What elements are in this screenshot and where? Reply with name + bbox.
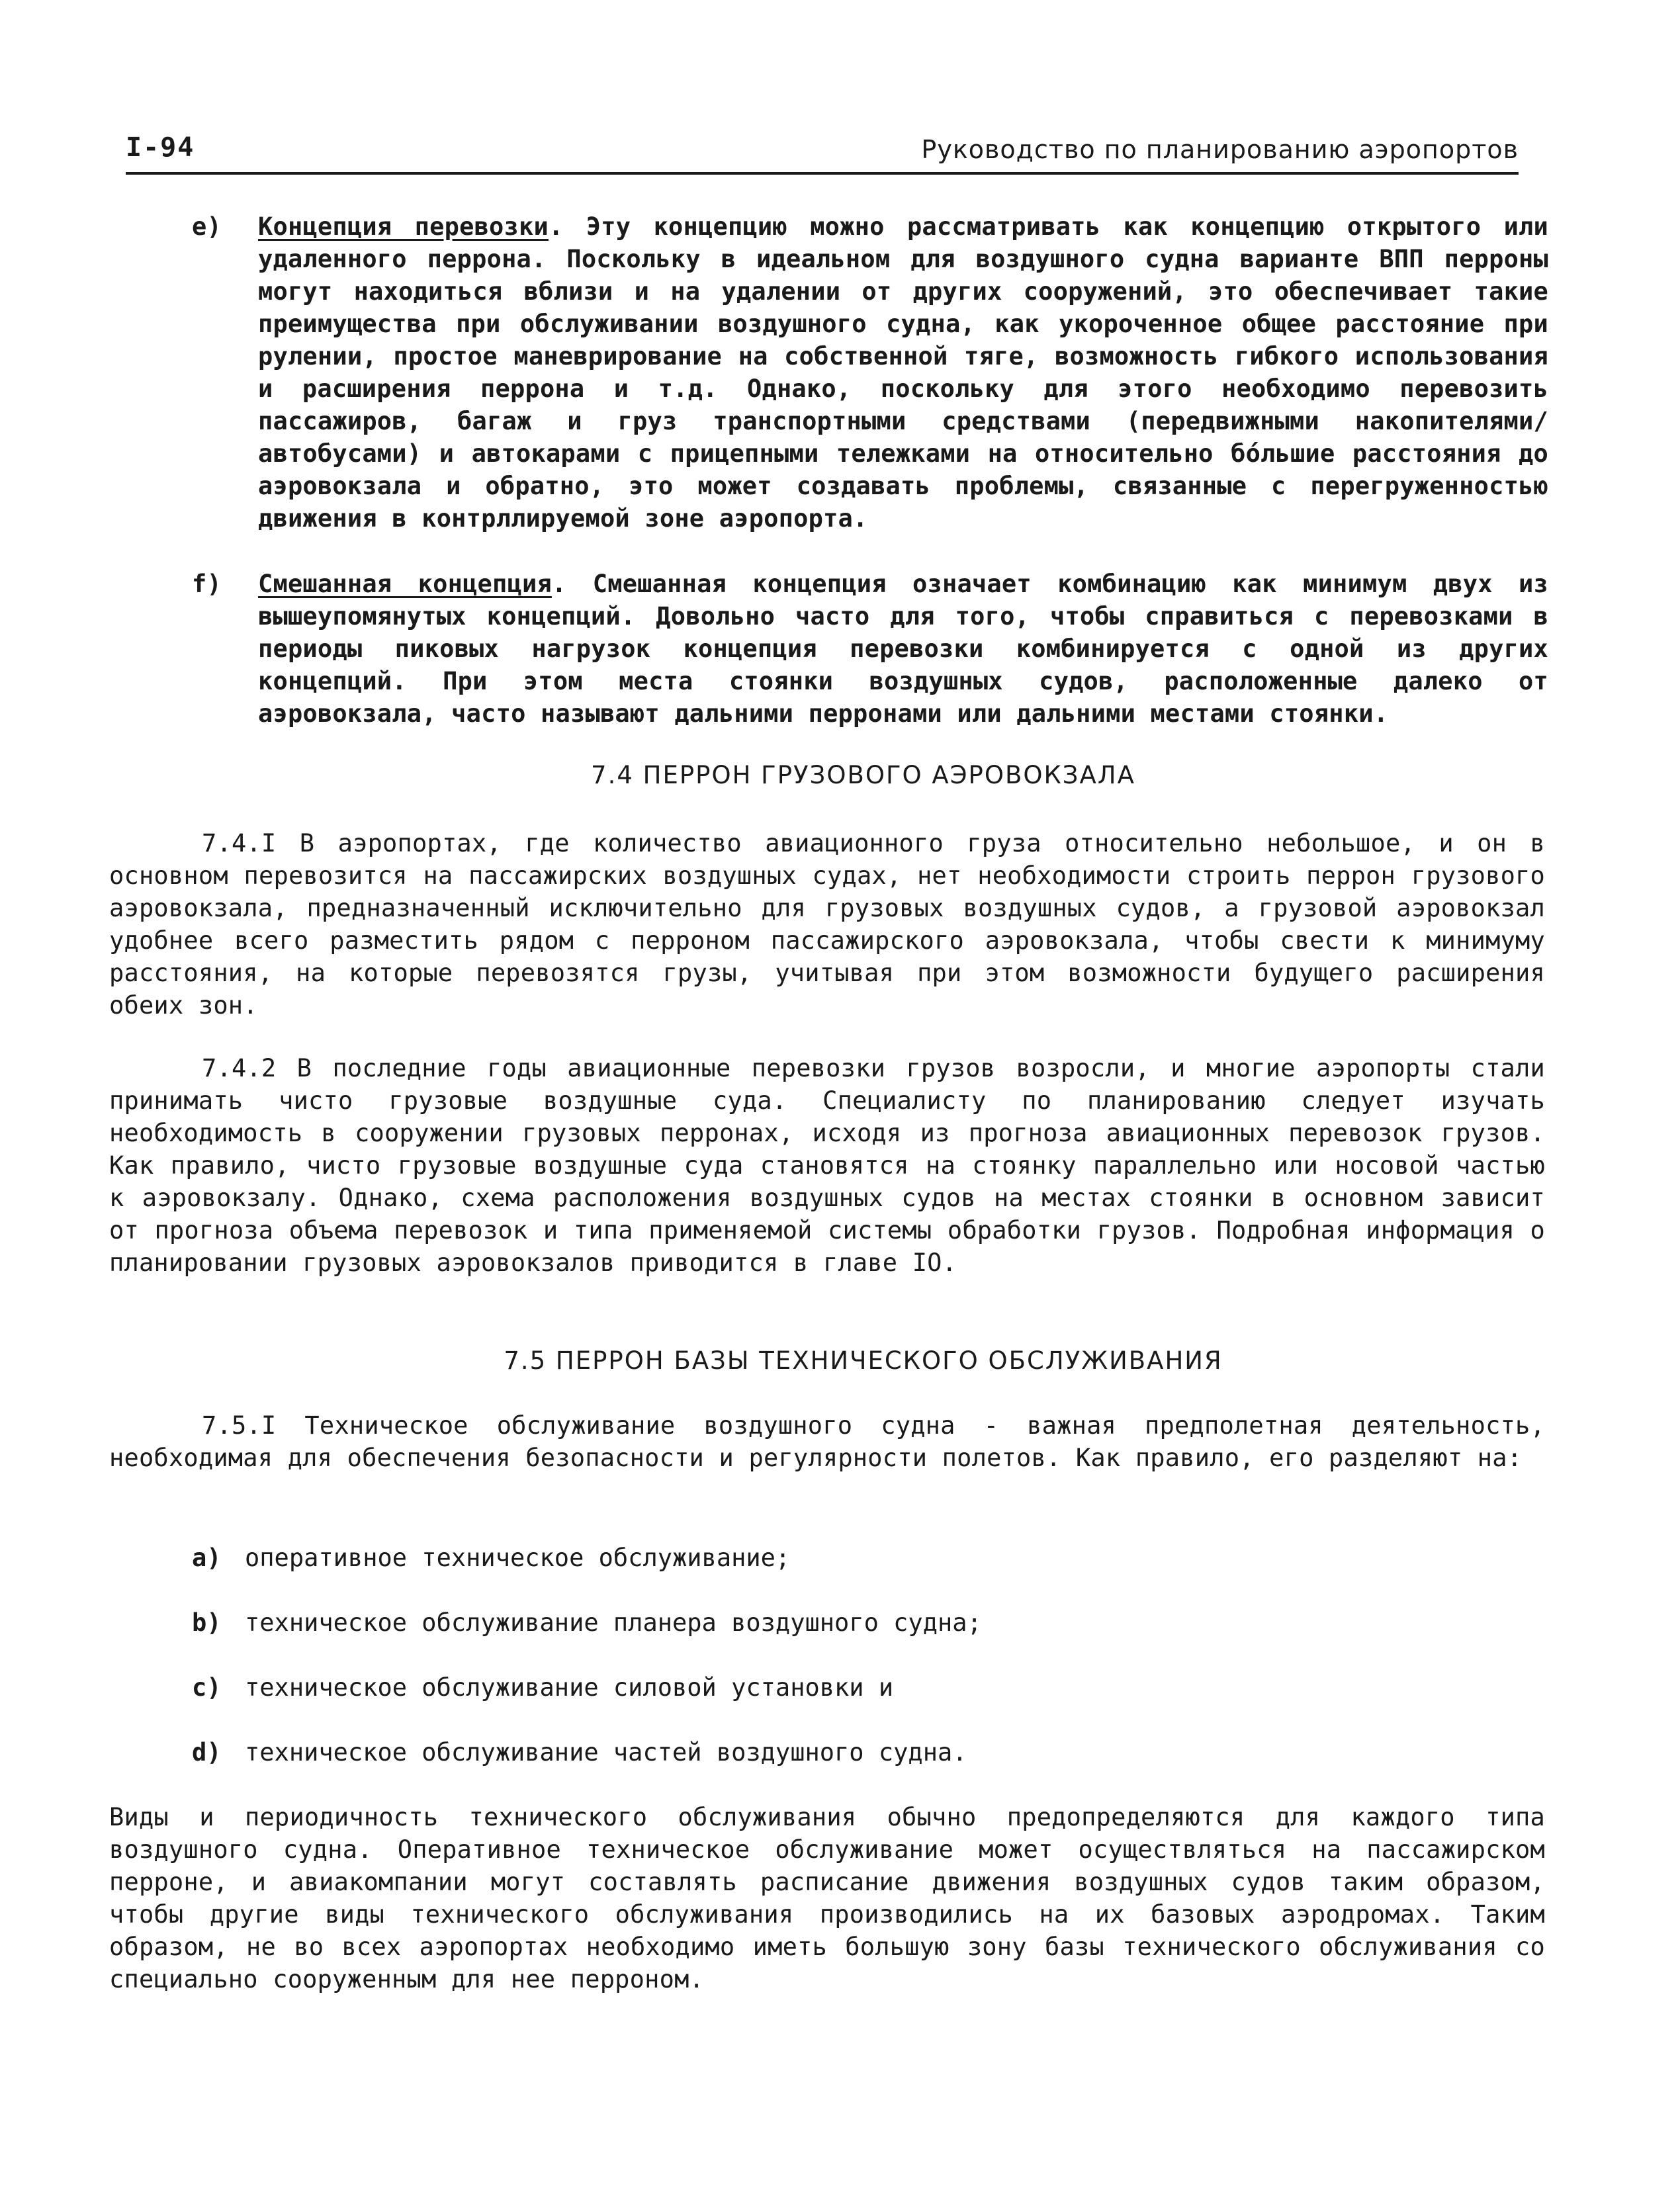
paragraph-7-4-2: 7.4.2 В последние годы авиационные перевозки грузов возросли, и многие аэропорты стали принимать чисто грузовые воздушные суда. Специалисту по планированию следует изучать необходимость в сооружении грузовых перронах, исходя из прогноза авиационных перевозок грузов. Как правило, чисто грузовые воздушные суда становятся на стоянку параллельно или носовой частью к аэровокзалу. Однако, схема расположения воздушных судов на местах стоянки в основном зависит от прогноза объема перевозок и типа применяемой системы обработки грузов. Подробная информация о планировании грузовых аэровокзалов приводится в главе IO. (109, 1054, 1545, 1277)
maintenance-list-item-b (192, 1606, 982, 1639)
running-title: Руководство по планированию аэропортов (921, 135, 1519, 164)
list-text: техническое обслуживание частей воздушного судна. (245, 1738, 967, 1767)
list-text: техническое обслуживание силовой установки и (245, 1673, 894, 1702)
list-text: оперативное техническое обслуживание; (245, 1544, 791, 1572)
list-label: b) (192, 1608, 222, 1637)
maintenance-list-item-d (192, 1736, 967, 1769)
item-marker: f) (192, 570, 222, 598)
list-item-f (192, 568, 1548, 730)
list-label: c) (192, 1673, 222, 1702)
item-marker: e) (192, 212, 222, 241)
section-heading-7-4: 7.4 ПЕРРОН ГРУЗОВОГО АЭРОВОКЗАЛА (591, 761, 1135, 789)
maintenance-list-item-a (192, 1542, 790, 1574)
section-heading-7-5: 7.5 ПЕРРОН БАЗЫ ТЕХНИЧЕСКОГО ОБСЛУЖИВАНИЯ (504, 1346, 1223, 1375)
list-label: d) (192, 1738, 222, 1767)
item-term: Смешанная концепция (258, 570, 552, 598)
item-text: . Смешанная концепция означает комбинацию как минимум двух из вышеупомянутых концепций. Довольно часто для того, чтобы справиться с перевозками в периоды пиковых нагрузок концепция перевозки комбинируется с одной из других концепций. При этом места стоянки воздушных судов, расположенные далеко от аэровокзала, часто называют дальними перронами или дальними местами стоянки. (258, 570, 1548, 728)
item-body (258, 568, 1548, 730)
paragraph-7-4-1: 7.4.I В аэропортах, где количество авиационного груза относительно небольшое, и он в основном перевозится на пассажирских воздушных судах, нет необходимости строить перрон грузового аэровокзала, предназначенный исключительно для грузовых воздушных судов, а грузовой аэровокзал удобнее всего разместить рядом с перроном пассажирского аэровокзала, чтобы свести к минимуму расстояния, на которые перевозятся грузы, учитывая при этом возможности будущего расширения обеих зон. (109, 829, 1545, 1020)
closing-paragraph: Виды и периодичность технического обслуживания обычно предопределяются для каждого типа воздушного судна. Оперативное техническое обслуживание может осуществляться на пассажирском перроне, и авиакомпании могут составлять расписание движения воздушных судов таким образом, чтобы другие виды технического обслуживания производились на их базовых аэродромах. Таким образом, не во всех аэропортах необходимо иметь большую зону базы технического обслуживания со специально сооруженным для нее перроном. (109, 1803, 1545, 1993)
list-label: a) (192, 1544, 222, 1572)
maintenance-list-item-c (192, 1671, 893, 1704)
paragraph-7-5-1: 7.5.I Техническое обслуживание воздушного судна - важная предполетная деятельность, необходимая для обеспечения безопасности и регулярности полетов. Как правило, его разделяют на: (109, 1411, 1545, 1472)
page-header (126, 132, 1519, 175)
item-body (258, 210, 1548, 535)
list-text: техническое обслуживание планера воздушного судна; (245, 1608, 982, 1637)
list-item-e (192, 210, 1548, 535)
item-term: Концепция перевозки (258, 212, 549, 241)
page-number: I-94 (126, 132, 195, 163)
item-text: . Эту концепцию можно рассматривать как концепцию открытого или удаленного перрона. Поскольку в идеальном для воздушного судна варианте ВПП перроны могут находиться вблизи и на удалении от других сооружений, это обеспечивает такие преимущества при обслуживании воздушного судна, как укороченное общее расстояние при рулении, простое маневрирование на собственной тяге, возможность гибкого использования и расширения перрона и т.д. Однако, поскольку для этого необходимо перевозить пассажиров, багаж и груз транспортными средствами (передвижными накопителями/автобусами) и автокарами с прицепными тележками на относительно бо́льшие расстояния до аэровокзала и обратно, это может создавать проблемы, связанные с перегруженностью движения в контрллируемой зоне аэропорта. (258, 212, 1549, 533)
